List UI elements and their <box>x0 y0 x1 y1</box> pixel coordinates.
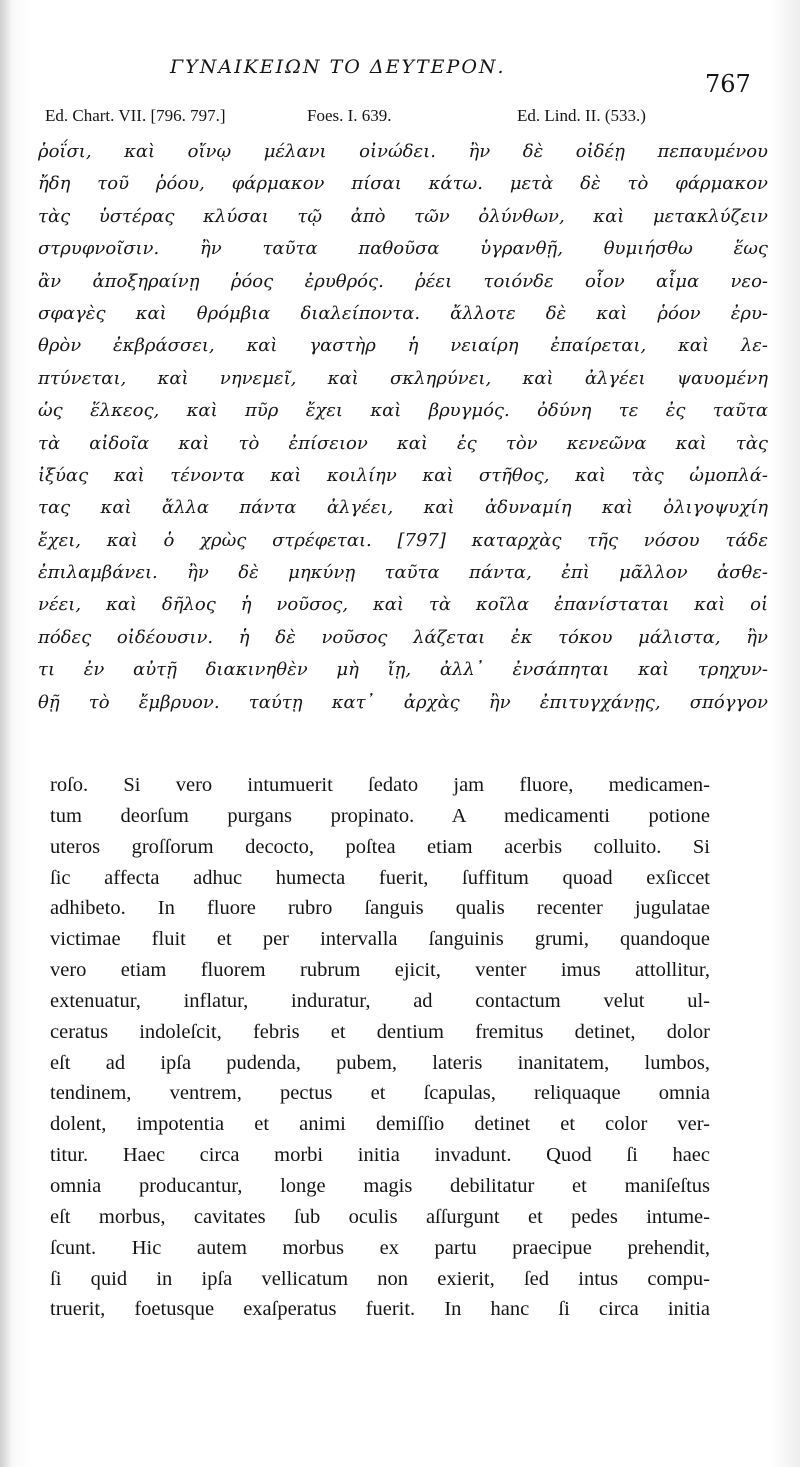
latin-line: truerit, foetusque exaſperatus fuerit. In hanc ſi circa initia <box>50 1298 710 1321</box>
latin-line: ceratus indoleſcit, febris et dentium fremitus detinet, dolor <box>50 1020 710 1043</box>
greek-line: τὰ αἰδοῖα καὶ τὸ ἐπίσειον καὶ ἐς τὸν κενεῶνα καὶ τὰς <box>38 432 768 454</box>
latin-line: roſo. Si vero intumuerit ſedato jam fluore, medicamen- <box>50 774 710 796</box>
latin-line: victimae fluit et per intervalla ſanguinis grumi, quandoque <box>50 928 710 951</box>
running-head: ΓΥΝΑΙΚΕΙΩΝ ΤΟ ΔΕΥΤΕΡΟΝ. <box>170 56 506 78</box>
edition-foes-reference: Foes. I. 639. <box>307 106 392 125</box>
page-number: 767 <box>705 70 751 98</box>
greek-line: τὰς ὑστέρας κλύσαι τῷ ἀπὸ τῶν ὀλύνθων, καὶ μετακλύζειν <box>38 205 768 227</box>
greek-line: ἔχει, καὶ ὁ χρὼς στρέφεται. [797] καταρχὰς τῆς νόσου τάδε <box>38 529 768 551</box>
greek-line: στρυφνοῖσιν. ἢν ταῦτα παθοῦσα ὑγρανθῇ, θυμιήσθω ἕως <box>38 238 768 260</box>
greek-line: ῥοΐσι, καὶ οἴνῳ μέλανι οἰνώδει. ἢν δὲ οἰδέῃ πεπαυμένου <box>38 141 768 162</box>
latin-line: titur. Haec circa morbi initia invadunt. Quod ſi haec <box>50 1144 710 1167</box>
greek-line: ἰξύας καὶ τένοντα καὶ κοιλίην καὶ στῆθος, καὶ τὰς ὠμοπλά- <box>38 464 768 486</box>
latin-line: dolent, impotentia et animi demiſſio detinet et color ver- <box>50 1113 710 1136</box>
greek-line: σφαγὲς καὶ θρόμβια διαλείποντα. ἄλλοτε δὲ καὶ ῥόον ἐρυ- <box>38 302 768 324</box>
latin-line: ſi quid in ipſa vellicatum non exierit, ſed intus compu- <box>50 1267 710 1290</box>
greek-line: πτύνεται, καὶ νηνεμεῖ, καὶ σκληρύνει, καὶ ἀλγέει ψαυομένη <box>38 367 768 389</box>
latin-line: eſt ad ipſa pudenda, pubem, lateris inanitatem, lumbos, <box>50 1051 710 1074</box>
edition-lind-reference: Ed. Lind. II. (533.) <box>517 106 646 125</box>
greek-line: θῇ τὸ ἔμβρυον. ταύτῃ κατ᾽ ἀρχὰς ἢν ἐπιτυγχάνῃς, σπόγγον <box>38 691 768 713</box>
latin-line: ſcunt. Hic autem morbus ex partu praecipue prehendit, <box>50 1236 710 1259</box>
greek-line: ἂν ἀποξηραίνῃ ῥόος ἐρυθρός. ῥέει τοιόνδε οἷον αἷμα νεο- <box>38 270 768 292</box>
latin-line: extenuatur, inflatur, induratur, ad contactum velut ul- <box>50 989 710 1012</box>
latin-line: vero etiam fluorem rubrum ejicit, venter imus attollitur, <box>50 959 710 982</box>
edition-chart-reference: Ed. Chart. VII. [796. 797.] <box>45 106 226 125</box>
greek-line: νέει, καὶ δῆλος ἡ νοῦσος, καὶ τὰ κοῖλα ἐπανίσταται καὶ οἱ <box>38 594 768 616</box>
latin-line: uteros groſſorum decocto, poſtea etiam acerbis colluito. Si <box>50 835 710 858</box>
greek-line: θρὸν ἐκβράσσει, καὶ γαστὴρ ἡ νειαίρη ἐπαίρεται, καὶ λε- <box>38 335 768 357</box>
latin-line: adhibeto. In fluore rubro ſanguis qualis recenter jugulatae <box>50 897 710 920</box>
greek-line: τας καὶ ἄλλα πάντα ἀλγέει, καὶ ἀδυναμίη καὶ ὀλιγοψυχίη <box>38 497 768 519</box>
latin-line: omnia producantur, longe magis debilitatur et maniſeſtus <box>50 1174 710 1197</box>
greek-line: ἤδη τοῦ ῥόου, φάρμακον πίσαι κάτω. μετὰ δὲ τὸ φάρμακον <box>38 173 768 195</box>
greek-line: τι ἐν αὐτῇ διακινηθὲν μὴ ἴῃ, ἀλλ᾽ ἐνσάπηται καὶ τρηχυν- <box>38 659 768 681</box>
latin-text-block <box>50 770 710 1325</box>
greek-line: πόδες οἰδέουσιν. ἡ δὲ νοῦσος λάζεται ἐκ τόκου μάλιστα, ἢν <box>38 626 768 648</box>
latin-line: tum deorſum purgans propinato. A medicamenti potione <box>50 804 710 827</box>
greek-text-block <box>38 136 768 719</box>
latin-line: eſt morbus, cavitates ſub oculis aſſurgunt et pedes intume- <box>50 1205 710 1228</box>
latin-line: ſic affecta adhuc humecta fuerit, ſuffitum quoad exſiccet <box>50 866 710 889</box>
binding-shadow <box>0 0 12 1467</box>
greek-line: ὡς ἕλκεος, καὶ πῦρ ἔχει καὶ βρυγμός. ὀδύνη τε ἐς ταῦτα <box>38 400 768 422</box>
greek-line: ἐπιλαμβάνει. ἢν δὲ μηκύνῃ ταῦτα πάντα, ἐπὶ μᾶλλον ἀσθε- <box>38 562 768 584</box>
latin-line: tendinem, ventrem, pectus et ſcapulas, reliquaque omnia <box>50 1082 710 1105</box>
